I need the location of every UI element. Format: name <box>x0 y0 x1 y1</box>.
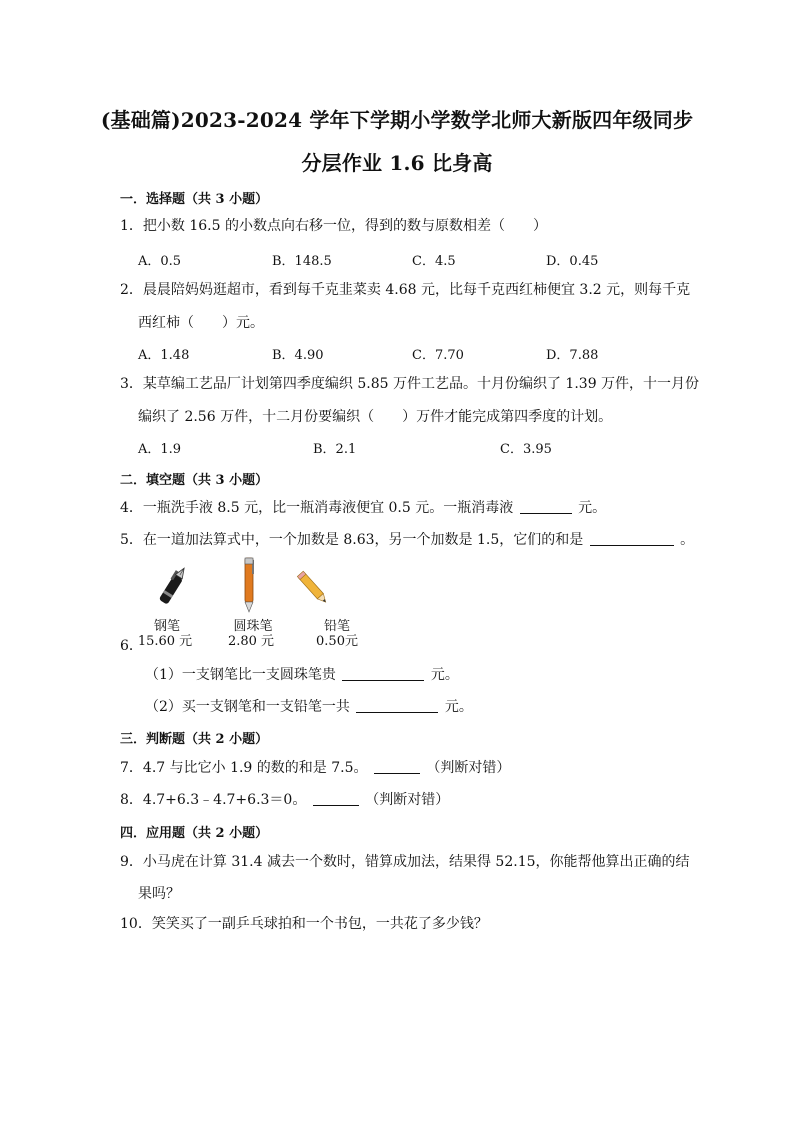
question-8 <box>120 790 449 810</box>
q1-option-d: D．0.45 <box>546 254 599 269</box>
item-name-pencil: 铅笔 <box>323 619 350 634</box>
q6-sub1-unit: 元。 <box>430 667 459 683</box>
q6-sub2-unit: 元。 <box>444 699 473 715</box>
q1-option-b: B．148.5 <box>272 254 332 269</box>
q2-option-c: C．7.70 <box>412 348 464 363</box>
item-price-pencil: 0.50元 <box>316 634 358 649</box>
section-heading-3: 三．判断题（共 2 小题） <box>120 732 269 747</box>
section-heading-1: 一．选择题（共 3 小题） <box>120 192 269 207</box>
question-3-line-2: 编织了 2.56 万件，十二月份要编织（ ）万件才能完成第四季度的计划。 <box>138 409 613 425</box>
q1-option-c: C．4.5 <box>412 254 456 269</box>
question-6-sub-1 <box>145 664 459 684</box>
question-6-sub-2 <box>145 696 473 716</box>
q8-note: （判断对错） <box>365 792 450 808</box>
q3-option-b: B．2.1 <box>313 442 357 457</box>
q2-option-b: B．4.90 <box>272 348 324 363</box>
q2-option-d: D．7.88 <box>546 348 599 363</box>
question-3-line-1: 3．某草编工艺品厂计划第四季度编织 5.85 万件工艺品。十月份编织了 1.39 万件，十一月份 <box>120 376 700 392</box>
title-line-2: 分层作业 1.6 比身高 <box>301 151 493 175</box>
question-9-line-2: 果吗？ <box>138 886 180 902</box>
section-heading-4: 四．应用题（共 2 小题） <box>120 826 269 841</box>
q2-option-a: A．1.48 <box>138 348 190 363</box>
pencil-icon <box>292 566 334 610</box>
question-5 <box>120 530 694 550</box>
q5-end: 。 <box>680 532 695 548</box>
question-1: 1．把小数 16.5 的小数点向右移一位，得到的数与原数相差（ ） <box>120 218 547 234</box>
q3-option-a: A．1.9 <box>138 442 182 457</box>
ballpoint-pen-icon <box>236 556 262 614</box>
item-name-ballpoint-pen: 圆珠笔 <box>233 619 273 634</box>
q6-sub1-text: （1）一支钢笔比一支圆珠笔贵 <box>145 667 336 683</box>
title-line-1: (基础篇)2023-2024 学年下学期小学数学北师大新版四年级同步 <box>100 108 694 132</box>
question-7 <box>120 758 510 778</box>
question-4 <box>120 498 606 518</box>
q6-sub2-answer-blank[interactable] <box>356 698 438 713</box>
q6-sub2-text: （2）买一支钢笔和一支铅笔一共 <box>145 699 350 715</box>
question-2-line-1: 2．晨晨陪妈妈逛超市，看到每千克韭菜卖 4.68 元，比每千克西红柿便宜 3.2 元，则每千克 <box>120 282 691 298</box>
q5-answer-blank[interactable] <box>590 531 674 546</box>
q7-text: 7．4.7 与比它小 1.9 的数的和是 7.5。 <box>120 760 368 776</box>
question-2-line-2: 西红柿（ ）元。 <box>138 315 264 331</box>
q5-text: 5．在一道加法算式中，一个加数是 8.63，另一个加数是 1.5，它们的和是 <box>120 532 584 548</box>
q4-text: 4．一瓶洗手液 8.5 元，比一瓶消毒液便宜 0.5 元。一瓶消毒液 <box>120 500 514 516</box>
section-heading-2: 二．填空题（共 3 小题） <box>120 473 269 488</box>
q8-answer-blank[interactable] <box>313 791 359 806</box>
q7-answer-blank[interactable] <box>374 759 420 774</box>
q6-sub1-answer-blank[interactable] <box>342 666 424 681</box>
fountain-pen-icon <box>148 558 198 614</box>
item-price-fountain-pen: 15.60 元 <box>137 634 193 649</box>
question-6-number: 6． <box>120 638 143 654</box>
q4-unit: 元。 <box>578 500 607 516</box>
q7-note: （判断对错） <box>426 760 511 776</box>
q4-answer-blank[interactable] <box>520 499 572 514</box>
question-10: 10．笑笑买了一副乒乓球拍和一个书包，一共花了多少钱？ <box>120 916 488 932</box>
q8-text: 8．4.7+6.3﹣4.7+6.3＝0。 <box>120 792 307 808</box>
item-price-ballpoint-pen: 2.80 元 <box>227 634 275 649</box>
item-name-fountain-pen: 钢笔 <box>153 619 180 634</box>
q3-option-c: C．3.95 <box>500 442 552 457</box>
question-9-line-1: 9．小马虎在计算 31.4 减去一个数时，错算成加法，结果得 52.15，你能帮他算出正确的结 <box>120 854 690 870</box>
q1-option-a: A．0.5 <box>138 254 182 269</box>
